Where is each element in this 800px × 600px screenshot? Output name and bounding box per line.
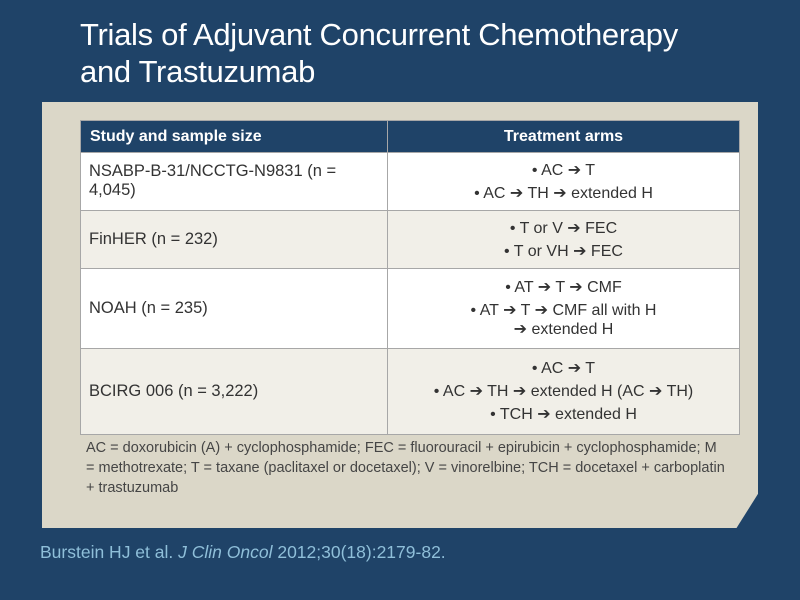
table-row: [81, 349, 740, 435]
citation-details: 2012;30(18):2179-82.: [272, 542, 446, 562]
column-header-study: Study and sample size: [81, 121, 388, 153]
trials-table: [80, 120, 740, 435]
treatment-arm: • T or V ➔ FEC: [509, 219, 618, 237]
study-cell: NSABP-B-31/NCCTG-N9831 (n = 4,045): [81, 153, 388, 211]
study-cell: BCIRG 006 (n = 3,222): [81, 349, 388, 435]
table-row: [81, 269, 740, 349]
citation-authors: Burstein HJ et al.: [40, 542, 179, 562]
abbreviations-footnote: AC = doxorubicin (A) + cyclophosphamide; FEC = fluorouracil + epirubicin + cyclophosphamide; M = methotrexate; T = taxane (paclitaxel or docetaxel); V = vinorelbine; TCH = docetaxel + carboplatin + trastuzumab: [86, 440, 725, 496]
column-header-treatment-arms: Treatment arms: [388, 121, 740, 153]
study-cell: NOAH (n = 235): [81, 269, 388, 349]
table-row: [81, 153, 740, 211]
citation: [40, 541, 760, 563]
treatment-arm: • AC ➔ TH ➔ extended H (AC ➔ TH): [433, 383, 694, 400]
treatment-arm: • AT ➔ T ➔ CMF: [505, 279, 622, 296]
treatment-arms-cell: [388, 211, 740, 269]
treatment-arm: • AC ➔ TH ➔ extended H: [474, 184, 653, 202]
slide-title-line-2: and Trastuzumab: [80, 54, 316, 89]
table-header-row: [81, 121, 740, 153]
treatment-arm: • T or VH ➔ FEC: [504, 242, 623, 260]
study-cell: FinHER (n = 232): [81, 211, 388, 269]
treatment-arms-cell: [388, 349, 740, 435]
treatment-arms-cell: [388, 269, 740, 349]
treatment-arm: • AC ➔ T: [531, 161, 596, 179]
slide-title-line-1: Trials of Adjuvant Concurrent Chemotherapy: [80, 17, 678, 52]
treatment-arms-cell: [388, 153, 740, 211]
treatment-arm: • TCH ➔ extended H: [490, 406, 637, 423]
citation-journal: J Clin Oncol: [178, 542, 273, 562]
slide-title: [80, 16, 760, 90]
treatment-arm: • AT ➔ T ➔ CMF all with H ➔ extended H: [470, 302, 657, 338]
table-row: [81, 211, 740, 269]
treatment-arm: • AC ➔ T: [531, 360, 596, 377]
